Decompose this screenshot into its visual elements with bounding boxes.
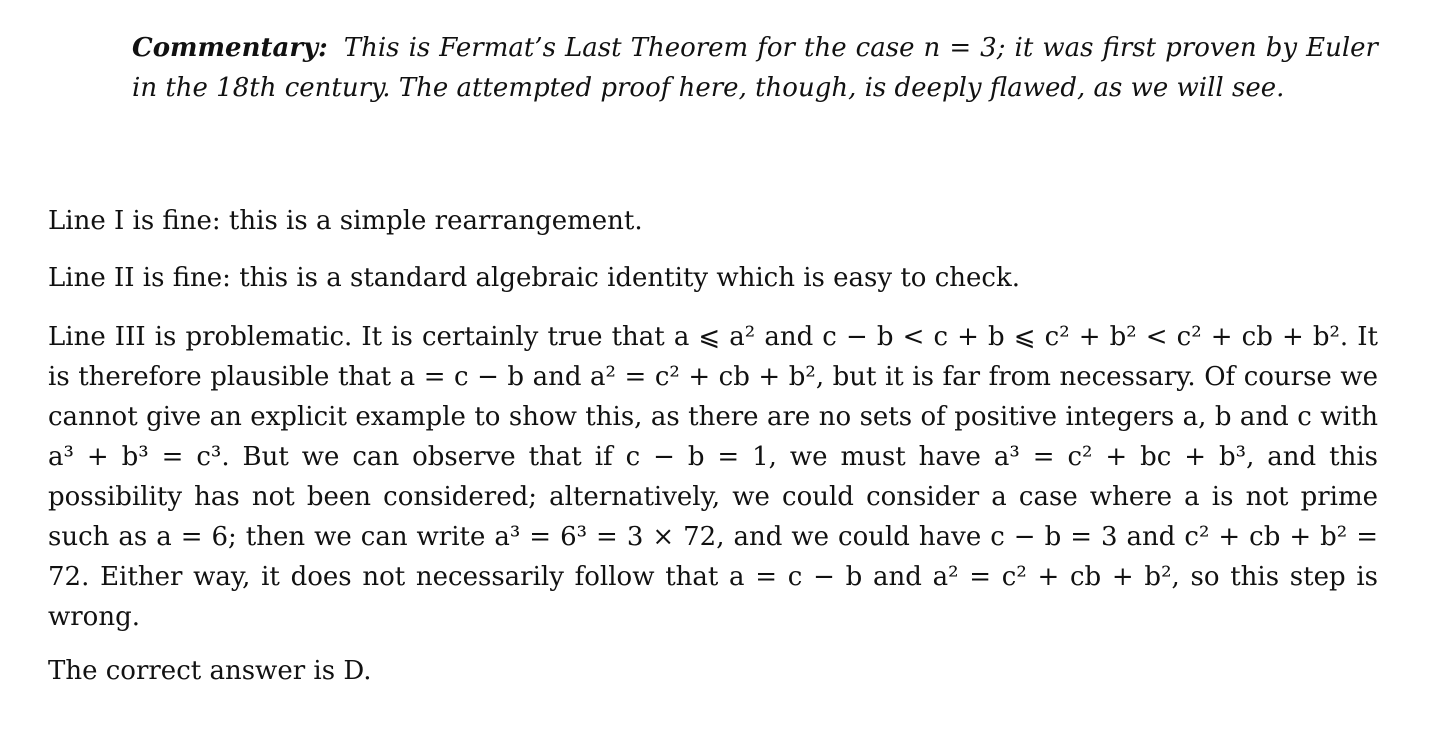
line-three-remark: Line III is problematic. It is certainly true that a ⩽ a² and c − b < c + b ⩽ c² + b² < c² + cb + b². It is therefore plausible that a = c − b and a² = c² + cb + b², but it is far from necessary. Of course we cannot give an explicit example to show this, as there are no sets of positive integers a, b and c with a³ + b³ = c³. But we can observe that if c − b = 1, we must have a³ = c² + bc + b³, and this possibility has not been considered; alternatively, we could consider a case where a is not prime such as a = 6; then we can write a³ = 6³ = 3 × 72, and we could have c − b = 3 and c² + cb + b² = 72. Either way, it does not necessarily follow that a = c − b and a² = c² + cb + b², so this step is wrong.	[48, 322, 1378, 632]
commentary-label: Commentary:	[132, 33, 328, 63]
line-two-remark: Line II is fine: this is a standard algebraic identity which is easy to check.	[48, 263, 1020, 293]
commentary-block	[132, 28, 1378, 108]
line-one-remark: Line I is fine: this is a simple rearrangement.	[48, 206, 643, 236]
correct-answer: The correct answer is D.	[48, 656, 372, 686]
commentary-text: This is Fermat’s Last Theorem for the case n = 3; it was first proven by Euler in the 18th century. The attempted proof here, though, is deeply flawed, as we will see.	[132, 33, 1378, 103]
